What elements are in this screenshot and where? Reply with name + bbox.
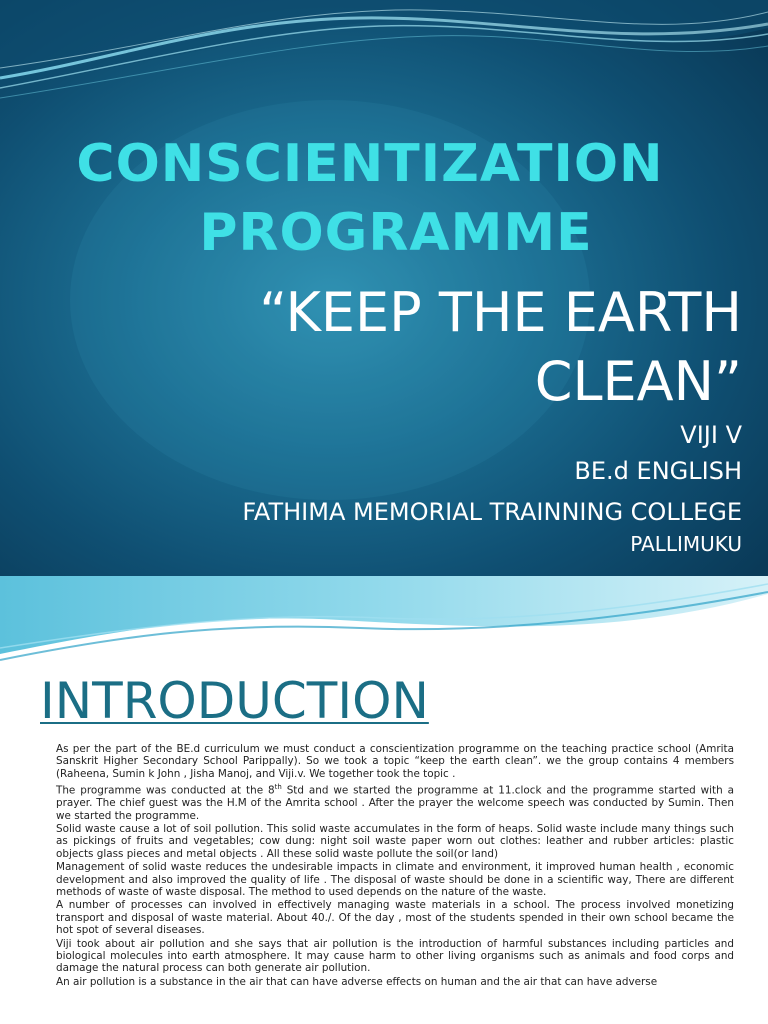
- introduction-slide: [0, 576, 768, 1024]
- paragraph-2: [56, 781, 734, 822]
- course-name: BE.d ENGLISH: [574, 457, 742, 485]
- paragraph-2-continued: with a prayer. The chief guest was the H.M of the Amrita school . After the prayer the welcome speech was conducted by Sumin. Then we started the programme.: [56, 784, 734, 822]
- paragraph-6: Viji took about air pollution and she says that air pollution is the introduction of harmful substances including particles and biological molecules into earth atmosphere. It may cause harm to other living organisms such as animals and food corps and damage the natural process can both generate air pollution.: [56, 937, 734, 975]
- subtitle-line-2: CLEAN”: [534, 350, 742, 413]
- subtitle-line-1: “KEEP THE EARTH: [259, 281, 742, 344]
- paragraph-3: Solid waste cause a lot of soil pollution. This solid waste accumulates in the form of heaps. Solid waste include many things such as pickings of fruits and vegetables; cow dung: night soil waste paper worn out clothes: leather and rubber articles: plastic objects glass pieces and metal objects . All these solid waste pollute the soil(or land): [56, 822, 734, 860]
- title-line-1: CONSCIENTIZATION: [76, 134, 664, 194]
- introduction-body: [56, 743, 734, 989]
- college-name: FATHIMA MEMORIAL TRAINNING COLLEGE: [242, 498, 742, 526]
- paragraph-7: An air pollution is a substance in the air that can have adverse effects on human and the air that can have adverse: [56, 975, 658, 988]
- title-line-2: PROGRAMME: [199, 203, 593, 263]
- paragraph-2-rest: Std and we started the programme at 11.clock and the programme started: [281, 784, 696, 797]
- paragraph-2-superscript: th: [274, 783, 282, 792]
- author-name: VIJI V: [680, 421, 742, 449]
- paragraph-5: A number of processes can involved in effectively managing waste materials in a school. The process involved monetizing transport and disposal of waste material. About 40./. Of the day , most of the students spended in their own school became the hot spot of several diseases.: [56, 899, 734, 937]
- paragraph-4: Management of solid waste reduces the undesirable impacts in climate and environment, it improved human health , economic development and also improved the quality of life . The disposal of waste should be done in a scientific way, There are different methods of waste of waste disposal. The method to used depends on the nature of the waste.: [56, 861, 734, 898]
- wave-decoration-top: [0, 576, 768, 676]
- place-name: PALLIMUKU: [630, 532, 742, 556]
- introduction-title: INTRODUCTION: [40, 672, 429, 730]
- paragraph-1: As per the part of the BE.d curriculum we must conduct a conscientization programme on the teaching practice school (Amrita Sanskrit Higher Secondary School Parippally). So we took a topic “keep the earth clean”. we the group contains 4 members (Raheena, Sumin k John , Jisha Manoj, and Viji.v. We together took the topic .: [56, 743, 734, 780]
- paragraph-2-prefix: The programme was conducted at the 8: [56, 784, 275, 797]
